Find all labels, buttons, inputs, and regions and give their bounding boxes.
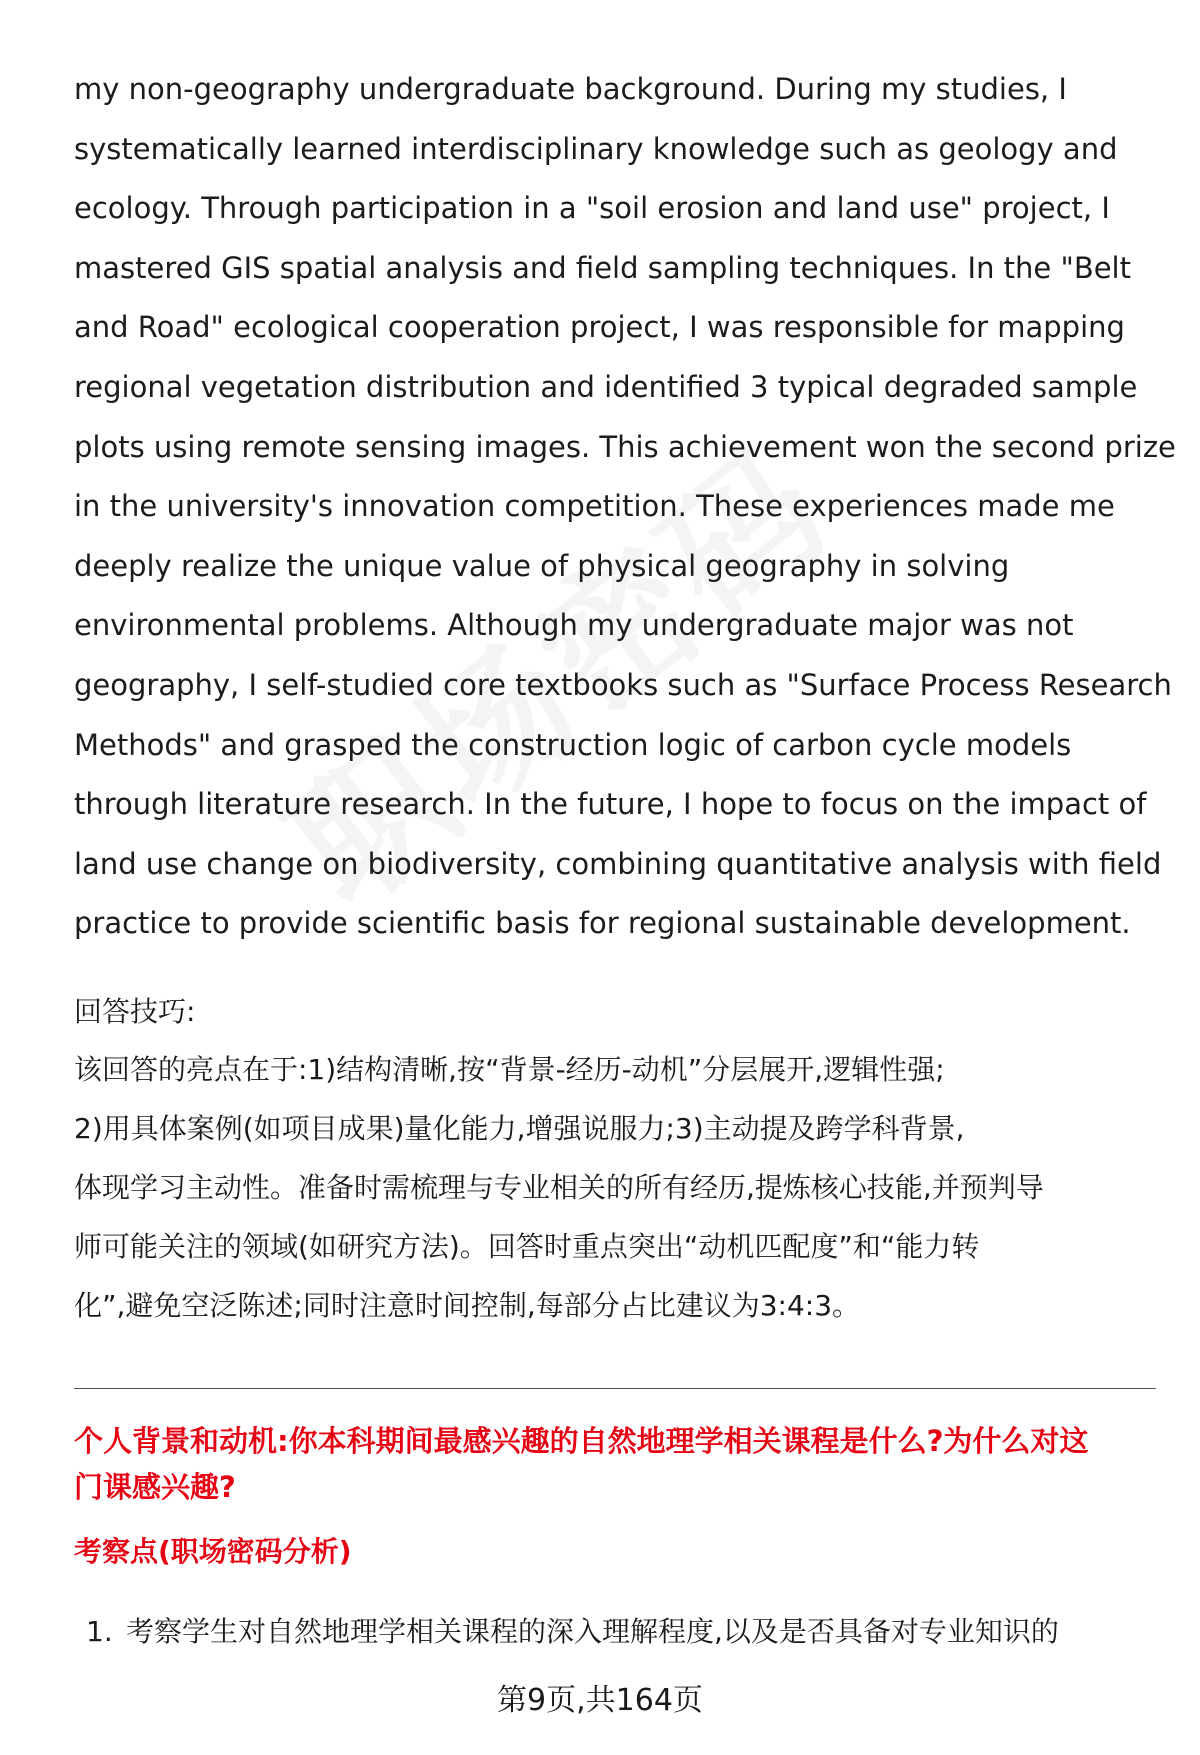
essay-line: through literature research. In the future, I hope to focus on the impact of	[74, 787, 1147, 822]
essay-line: deeply realize the unique value of physical geography in solving	[74, 548, 1010, 583]
essay-line: and Road" ecological cooperation project, I was responsible for mapping	[74, 310, 1125, 345]
essay-line: systematically learned interdisciplinary knowledge such as geology and	[74, 131, 1118, 166]
essay-line: environmental problems. Although my undergraduate major was not	[74, 608, 1074, 643]
essay-line: plots using remote sensing images. This achievement won the second prize	[74, 429, 1176, 464]
essay-line: Methods" and grasped the construction logic of carbon cycle models	[74, 727, 1072, 762]
essay-paragraph	[74, 60, 1176, 954]
tips-line: 化”,避免空泛陈述;同时注意时间控制,每部分占比建议为3:4:3。	[74, 1289, 861, 1322]
essay-line: my non-geography undergraduate background. During my studies, I	[74, 72, 1067, 106]
section-divider	[74, 1388, 1156, 1389]
essay-line: land use change on biodiversity, combining quantitative analysis with field	[74, 846, 1162, 881]
tips-label: 回答技巧:	[74, 995, 196, 1028]
list-item-text: 考察学生对自然地理学相关课程的深入理解程度,以及是否具备对专业知识的	[126, 1615, 1059, 1648]
essay-line: mastered GIS spatial analysis and field sampling techniques. In the "Belt	[74, 250, 1131, 285]
list-item	[86, 1610, 1059, 1650]
question-line: 个人背景和动机:你本科期间最感兴趣的自然地理学相关课程是什么?为什么对这	[74, 1424, 1089, 1458]
essay-line: practice to provide scientific basis for regional sustainable development.	[74, 906, 1131, 941]
essay-line: ecology. Through participation in a "soil erosion and land use" project, I	[74, 191, 1110, 226]
tips-paragraph	[74, 1040, 1164, 1335]
question-heading	[74, 1418, 1164, 1510]
assessment-subheading: 考察点(职场密码分析)	[74, 1535, 352, 1568]
tips-line: 师可能关注的领域(如研究方法)。回答时重点突出“动机匹配度”和“能力转	[74, 1230, 980, 1263]
list-item-number: 1.	[86, 1615, 113, 1648]
page-footer: 第9页,共164页	[497, 1683, 703, 1718]
tips-line: 2)用具体案例(如项目成果)量化能力,增强说服力;3)主动提及跨学科背景,	[74, 1112, 965, 1145]
question-line: 门课感兴趣?	[74, 1470, 236, 1504]
tips-line: 体现学习主动性。准备时需梳理与专业相关的所有经历,提炼核心技能,并预判导	[74, 1171, 1044, 1204]
essay-line: regional vegetation distribution and identified 3 typical degraded sample	[74, 369, 1138, 404]
essay-line: geography, I self-studied core textbooks such as "Surface Process Research	[74, 667, 1172, 702]
tips-line: 该回答的亮点在于:1)结构清晰,按“背景-经历-动机”分层展开,逻辑性强;	[74, 1053, 945, 1086]
essay-line: in the university's innovation competition. These experiences made me	[74, 489, 1115, 524]
